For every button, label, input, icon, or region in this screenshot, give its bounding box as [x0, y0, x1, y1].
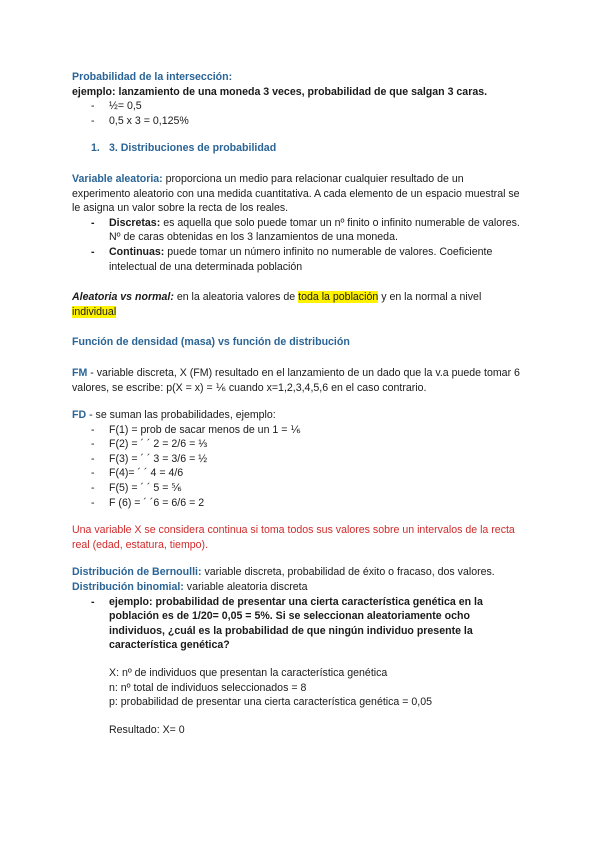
- list-item: - ½= 0,5: [72, 99, 522, 114]
- document-body: [72, 70, 522, 737]
- paragraph-bernoulli: Distribución de Bernoulli: variable discreta, probabilidad de éxito o fracaso, dos valores.: [72, 566, 495, 579]
- term-aleatoria-vs-normal: Aleatoria vs normal:: [72, 291, 174, 304]
- definition-p: p: probabilidad de presentar una cierta característica genética = 0,05: [109, 696, 433, 709]
- section-title: 3. Distribuciones de probabilidad: [109, 142, 277, 155]
- list-item: - F(3) = ´ ´ 3 = 3/6 = ½: [72, 452, 522, 467]
- paragraph-aleatoria-vs-normal: Aleatoria vs normal: en la aleatoria valores de toda la población y en la normal a nivel individual: [72, 291, 482, 318]
- definition-x: X: nº de individuos que presentan la característica genética: [109, 667, 388, 679]
- paragraph-binomial: Distribución binomial: variable aleatoria discreta: [72, 581, 308, 594]
- fd-list: [72, 423, 522, 511]
- intersection-list: [72, 99, 522, 128]
- binomial-list: [72, 595, 522, 653]
- section-number: 1.: [91, 142, 100, 155]
- paragraph-fd: FD - se suman las probabilidades, ejemplo:: [72, 409, 276, 422]
- result-line: Resultado: X= 0: [109, 723, 185, 736]
- list-item: - F(2) = ´ ´ 2 = 2/6 = ⅓: [72, 437, 522, 452]
- example-coin: ejemplo: lanzamiento de una moneda 3 veces, probabilidad de que salgan 3 caras.: [72, 85, 488, 98]
- list-item-example: - ejemplo: probabilidad de presentar una cierta característica genética en la población es de 1/20= 0,05 = 5%. Si se seleccionan aleatoriamente ocho individuos, ¿cuál es la probabilidad de que ningún individuo presente la característica genética?: [72, 595, 522, 653]
- list-item: - F(4)= ´ ´ 4 = 4/6: [72, 466, 522, 481]
- heading-intersection: Probabilidad de la intersección:: [72, 71, 233, 83]
- definition-n: n: nº total de individuos seleccionados = 8: [109, 681, 307, 694]
- section-heading-distributions: [72, 141, 522, 156]
- term-binomial: Distribución binomial:: [72, 581, 184, 594]
- heading-density-vs-distribution: Función de densidad (masa) vs función de distribución: [72, 336, 350, 349]
- list-item: - 0,5 x 3 = 0,125%: [72, 114, 522, 129]
- highlight-poblacion: toda la población: [298, 291, 379, 304]
- list-item: - F (6) = ´ ´6 = 6/6 = 2: [72, 496, 522, 511]
- paragraph-fm: FM - variable discreta, X (FM) resultado en el lanzamiento de un dado que la v.a puede tomar 6 valores, se escribe: p(X = x) = ⅙ cuando x=1,2,3,4,5,6 en el caso contrario.: [72, 366, 520, 394]
- list-item: - F(1) = prob de sacar menos de un 1 = ⅙: [72, 423, 522, 438]
- highlight-individual: individual: [72, 305, 117, 318]
- list-item-discretas: - Discretas: es aquella que solo puede tomar un nº finito o infinito numerable de valores. Nº de caras obtenidas en los 3 lanzamientos de una moneda.: [72, 216, 522, 245]
- variable-types-list: [72, 216, 522, 274]
- term-variable-aleatoria: Variable aleatoria:: [72, 172, 163, 185]
- term-bernoulli: Distribución de Bernoulli:: [72, 566, 202, 579]
- paragraph-variable-aleatoria: Variable aleatoria: proporciona un medio para relacionar cualquier resultado de un experimento aleatorio con una medida cuantitativa. A cada elemento de un espacio muestral se le asigna un valor sobre la recta de los reales.: [72, 172, 520, 215]
- list-item-continuas: - Continuas: puede tomar un número infinito no numerable de valores. Coeficiente intelectual de una determinada población: [72, 245, 522, 274]
- term-fd: FD: [72, 409, 87, 422]
- note-continuous-variable: Una variable X se considera continua si toma todos sus valores sobre un intervalos de la recta real (edad, estatura, tiempo).: [72, 524, 515, 551]
- list-item: - F(5) = ´ ´ 5 = ⅚: [72, 481, 522, 496]
- term-fm: FM: [72, 366, 88, 379]
